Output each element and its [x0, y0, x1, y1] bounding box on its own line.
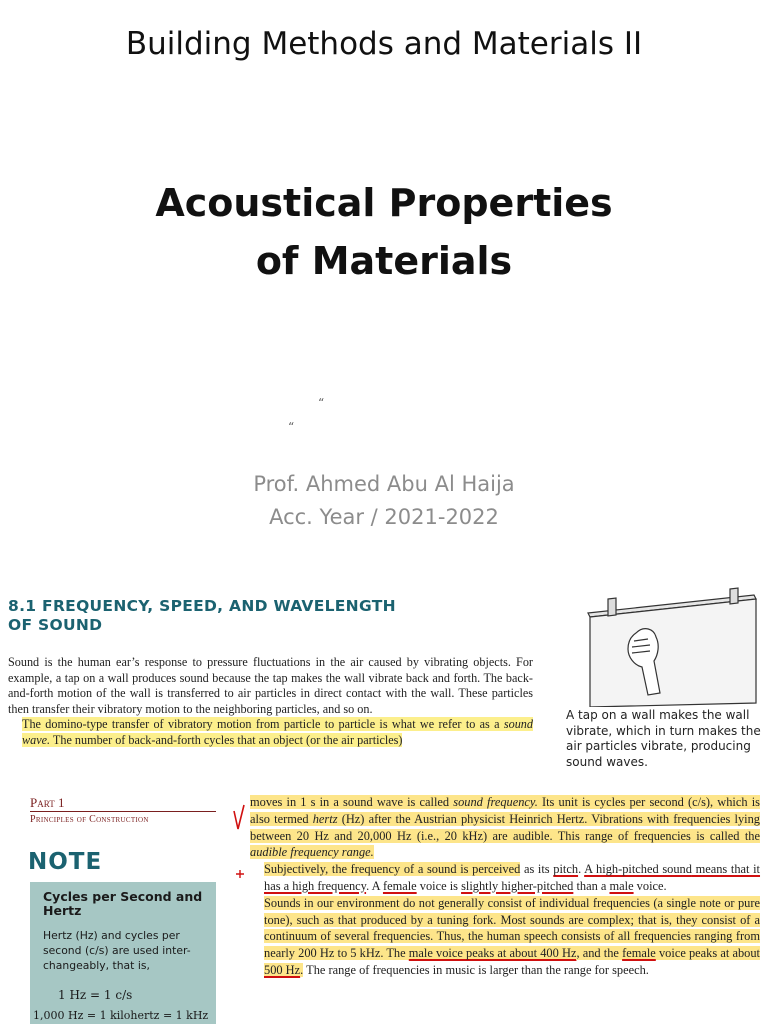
underline-500hz: 500 Hz	[264, 962, 301, 977]
text-pitch-b: as its	[520, 862, 554, 877]
underline-high-pitched: A high-pitched sound	[584, 862, 692, 877]
section-title	[8, 597, 428, 635]
term-sound-frequency: sound frequency.	[453, 795, 538, 809]
text-frequency-a: moves in 1 s in a sound wave is called	[250, 795, 454, 809]
text-frequency-c: (Hz) after the Austrian physicist Heinrich Hertz. Vibrations with frequencies lying between 20 Hz and 20,000 Hz (i.e., 20 kHz) are audible. This range of frequencies is called the	[250, 811, 760, 843]
course-title: Building Methods and Materials II	[125, 26, 643, 62]
paragraph-complex-sounds	[250, 895, 760, 979]
text-complex-e: The range of frequencies in music is larger than the range for speech.	[303, 962, 649, 977]
text-pitch-f: . A	[366, 878, 383, 893]
note-box	[30, 882, 216, 1024]
stud-left	[608, 598, 616, 616]
text-complex-c: voice peaks at about	[655, 946, 761, 961]
underline-slightly-higher: slightly higher-pitched	[461, 878, 574, 893]
body-text	[250, 794, 760, 979]
underline-high-frequency: means that it has a high frequency	[264, 862, 761, 893]
paragraph-2	[8, 717, 533, 748]
underline-male-peak: male voice peaks at about 400 Hz	[408, 946, 577, 961]
lecture-title-line1: Acoustical Properties	[155, 181, 613, 225]
red-check-mark-icon	[232, 803, 246, 833]
equation-hz-cs: 1 Hz = 1 c/s	[58, 988, 133, 1002]
lecture-title-line2: of Materials	[255, 239, 513, 283]
section-body	[8, 655, 533, 749]
part-subtitle: Principles of Construction	[30, 814, 149, 825]
text-pitch-a: Subjectively, the frequency of a sound is perceived	[264, 862, 521, 877]
academic-year: Acc. Year / 2021-2022	[269, 505, 499, 529]
book-page-continued	[0, 785, 768, 1024]
paragraph-frequency	[250, 794, 760, 861]
figure-caption: A tap on a wall makes the wall vibrate, which in turn makes the air particles vibrate, producing sound waves.	[566, 708, 761, 769]
part-divider	[30, 811, 216, 812]
text-pitch-i: voice.	[633, 878, 667, 893]
highlight-cycles: The number of back-and-forth cycles that an object (or the air particles)	[50, 732, 403, 747]
note-heading: NOTE	[28, 849, 103, 875]
text-pitch-g: voice is	[416, 878, 462, 893]
underline-female-2: female	[622, 946, 656, 961]
paragraph-pitch	[250, 861, 760, 895]
book-page-section-8-1	[0, 575, 768, 785]
highlight-domino: The domino-type transfer of vibratory motion from particle to particle is what we refer to as a	[22, 717, 504, 732]
quote-mark-1: “	[318, 396, 325, 410]
red-plus-mark-icon	[235, 869, 245, 879]
paragraph-1: Sound is the human ear’s response to pressure fluctuations in the air caused by vibrating objects. For example, a tap on a wall produces sound because the tap makes the wall vibrate back and forth. The back-and-forth motion of the wall is transferred to air particles in direct contact with the wall. These particles then transfer their vibratory motion to the neighboring particles, and so on.	[8, 655, 533, 716]
professor-name: Prof. Ahmed Abu Al Haija	[253, 472, 515, 496]
author-block	[0, 468, 768, 534]
section-title-line1: 8.1 FREQUENCY, SPEED, AND WAVELENGTH	[8, 597, 396, 615]
text-complex-a: Sounds in our environment do not generally consist of individual frequencies (a single note or pure tone), such as that produced by a tuning fork. Most sounds are complex; that is, they consist of a continuum of several frequencies. Thus, the human speech consists of all frequencies ranging from nearly 200 Hz to 5 kHz. The	[264, 895, 760, 961]
note-body: Hertz (Hz) and cycles per second (c/s) are used inter-changeably, that is,	[43, 929, 191, 972]
part-label: Part 1	[30, 795, 65, 810]
text-frequency-b: Its unit is cycles per second (c/s), which is also termed	[250, 795, 760, 826]
lecture-title	[0, 174, 768, 290]
section-title-line2: OF SOUND	[8, 616, 103, 634]
term-audible-range: audible frequency range.	[250, 845, 374, 860]
stud-right	[730, 588, 738, 604]
text-pitch-c: .	[578, 862, 585, 877]
underline-male: male	[609, 878, 634, 893]
term-sound-wave: sound wave.	[22, 717, 533, 747]
underline-pitch: pitch	[553, 862, 579, 877]
text-complex-b: , and the	[576, 946, 623, 961]
wall-tap-illustration	[578, 585, 760, 707]
text-pitch-h: than a	[573, 878, 610, 893]
underline-female: female	[382, 878, 417, 893]
quote-mark-2: “	[288, 420, 295, 434]
text-complex-d: .	[300, 962, 304, 977]
note-title: Cycles per Second and Hertz	[43, 889, 203, 918]
equation-khz: 1,000 Hz = 1 kilohertz = 1 kHz	[33, 1009, 209, 1022]
term-hertz: hertz	[312, 811, 338, 826]
